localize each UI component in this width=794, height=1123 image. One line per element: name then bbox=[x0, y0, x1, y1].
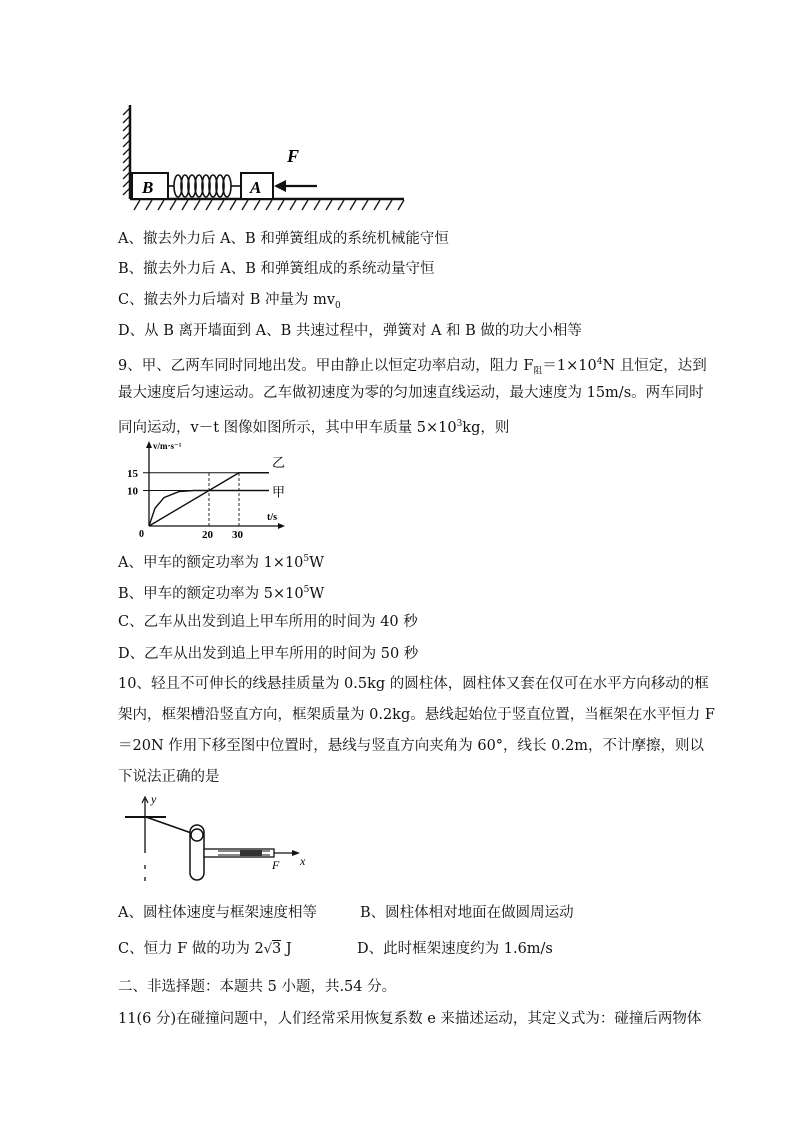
q9-option-b bbox=[118, 580, 324, 604]
q8-option-d: D、从 B 离开墙面到 A、B 共速过程中，弹簧对 A 和 B 做的功大小相等 bbox=[118, 323, 582, 339]
q11-stem: 11(6 分)在碰撞问题中，人们经常采用恢复系数 e 来描述运动，其定义式为：碰撞后两物体 bbox=[118, 1011, 702, 1027]
force-arrow-icon bbox=[274, 180, 286, 192]
q9-l1-c: N 且恒定，达到 bbox=[602, 357, 707, 374]
block-b-label: B bbox=[142, 178, 154, 197]
x-axis-label: t/s bbox=[267, 512, 277, 523]
q8-option-c bbox=[118, 290, 341, 316]
section-heading: 二、非选择题：本题共 5 小题，共.54 分。 bbox=[118, 979, 397, 995]
q9-option-c: C、乙车从出发到追上甲车所用的时间为 40 秒 bbox=[118, 614, 418, 630]
q9-option-d: D、乙车从出发到追上甲车所用的时间为 50 秒 bbox=[118, 646, 419, 662]
q9-l1-a: 9、甲、乙两车同时同地出发。甲由静止以恒定功率启动，阻力 F bbox=[118, 357, 534, 374]
y-axis-arrow-icon bbox=[146, 441, 152, 448]
y-axis-label: v/m·s⁻¹ bbox=[153, 441, 182, 451]
x-tick-label: 30 bbox=[232, 529, 243, 541]
q9-l1-b: ＝1×10 bbox=[542, 357, 597, 374]
q10-stem-line4: 下说法正确的是 bbox=[118, 769, 220, 785]
q9-option-a bbox=[118, 549, 324, 573]
q9-l3-sup: 3 bbox=[456, 419, 463, 429]
q9-stem-line2: 最大速度后匀速运动。乙车做初速度为零的匀加速直线运动，最大速度为 15m/s。两车同时 bbox=[118, 385, 704, 401]
x-axis-arrow-icon bbox=[292, 850, 300, 856]
q9-a-text: A、甲车的额定功率为 1×10 bbox=[118, 554, 304, 571]
x-axis-label: x bbox=[300, 854, 306, 868]
q9-a-unit: W bbox=[309, 554, 325, 571]
block-a-label: A bbox=[250, 178, 262, 197]
y-tick-label: 10 bbox=[127, 485, 138, 498]
q9-a-sup: 5 bbox=[303, 554, 310, 564]
force-f-label: F bbox=[272, 858, 280, 872]
spring bbox=[168, 175, 241, 197]
q10-option-b: B、圆柱体相对地面在做圆周运动 bbox=[360, 905, 574, 921]
q8-option-b: B、撤去外力后 A、B 和弹簧组成的系统动量守恒 bbox=[118, 261, 435, 277]
y-axis-label: y bbox=[151, 792, 157, 806]
series-label: 乙 bbox=[272, 454, 286, 470]
q8-option-a: A、撤去外力后 A、B 和弹簧组成的系统机械能守恒 bbox=[118, 231, 449, 247]
q10-c-unit: J bbox=[285, 941, 292, 957]
q9-stem-line1 bbox=[118, 352, 707, 382]
pendulum-frame-figure bbox=[120, 793, 320, 893]
x-axis-arrow-icon bbox=[278, 523, 285, 529]
q9-b-sup: 5 bbox=[303, 585, 310, 595]
q8-option-c-text: C、撤去外力后墙对 B 冲量为 mv bbox=[118, 292, 336, 308]
q10-option-a: A、圆柱体速度与框架速度相等 bbox=[118, 905, 317, 921]
vt-chart bbox=[125, 440, 286, 541]
q10-stem-line2: 架内，框架槽沿竖直方向，框架质量为 0.2kg。悬线起始位于竖直位置，当框架在水平恒力 F bbox=[118, 707, 715, 723]
cylinder bbox=[191, 829, 203, 841]
q9-stem-line3 bbox=[118, 414, 509, 438]
q9-l1-sup: 4 bbox=[596, 357, 603, 367]
q10-option-c bbox=[118, 939, 292, 960]
q9-b-text: B、甲车的额定功率为 5×10 bbox=[118, 585, 304, 602]
q10-option-d: D、此时框架速度约为 1.6m/s bbox=[357, 941, 553, 957]
q8-option-c-sub: 0 bbox=[335, 300, 341, 311]
q9-b-unit: W bbox=[309, 585, 325, 602]
sqrt-radical: √ bbox=[263, 942, 273, 957]
q10-stem-line1: 10、轻且不可伸长的线悬挂质量为 0.5kg 的圆柱体，圆柱体又套在仅可在水平方向移动的框 bbox=[118, 676, 709, 692]
y-tick-label: 15 bbox=[127, 467, 138, 480]
q10-stem-line3: ＝20N 作用下移至图中位置时，悬线与竖直方向夹角为 60°，线长 0.2m，不计摩擦，则以 bbox=[118, 738, 704, 754]
q10-c-text: C、恒力 F 做的功为 2 bbox=[118, 941, 264, 957]
force-label: F bbox=[287, 146, 300, 166]
origin-label: 0 bbox=[139, 529, 144, 540]
q9-l1-sub: 阻 bbox=[533, 366, 543, 377]
q10-c-radicand: 3 bbox=[272, 941, 282, 957]
series-label: 甲 bbox=[272, 484, 286, 500]
q9-l3-b: kg，则 bbox=[462, 419, 510, 436]
x-tick-label: 20 bbox=[202, 529, 213, 541]
q9-l3-a: 同向运动，v－t 图像如图所示，其中甲车质量 5×10 bbox=[118, 419, 457, 436]
spring-block-figure bbox=[122, 100, 412, 215]
